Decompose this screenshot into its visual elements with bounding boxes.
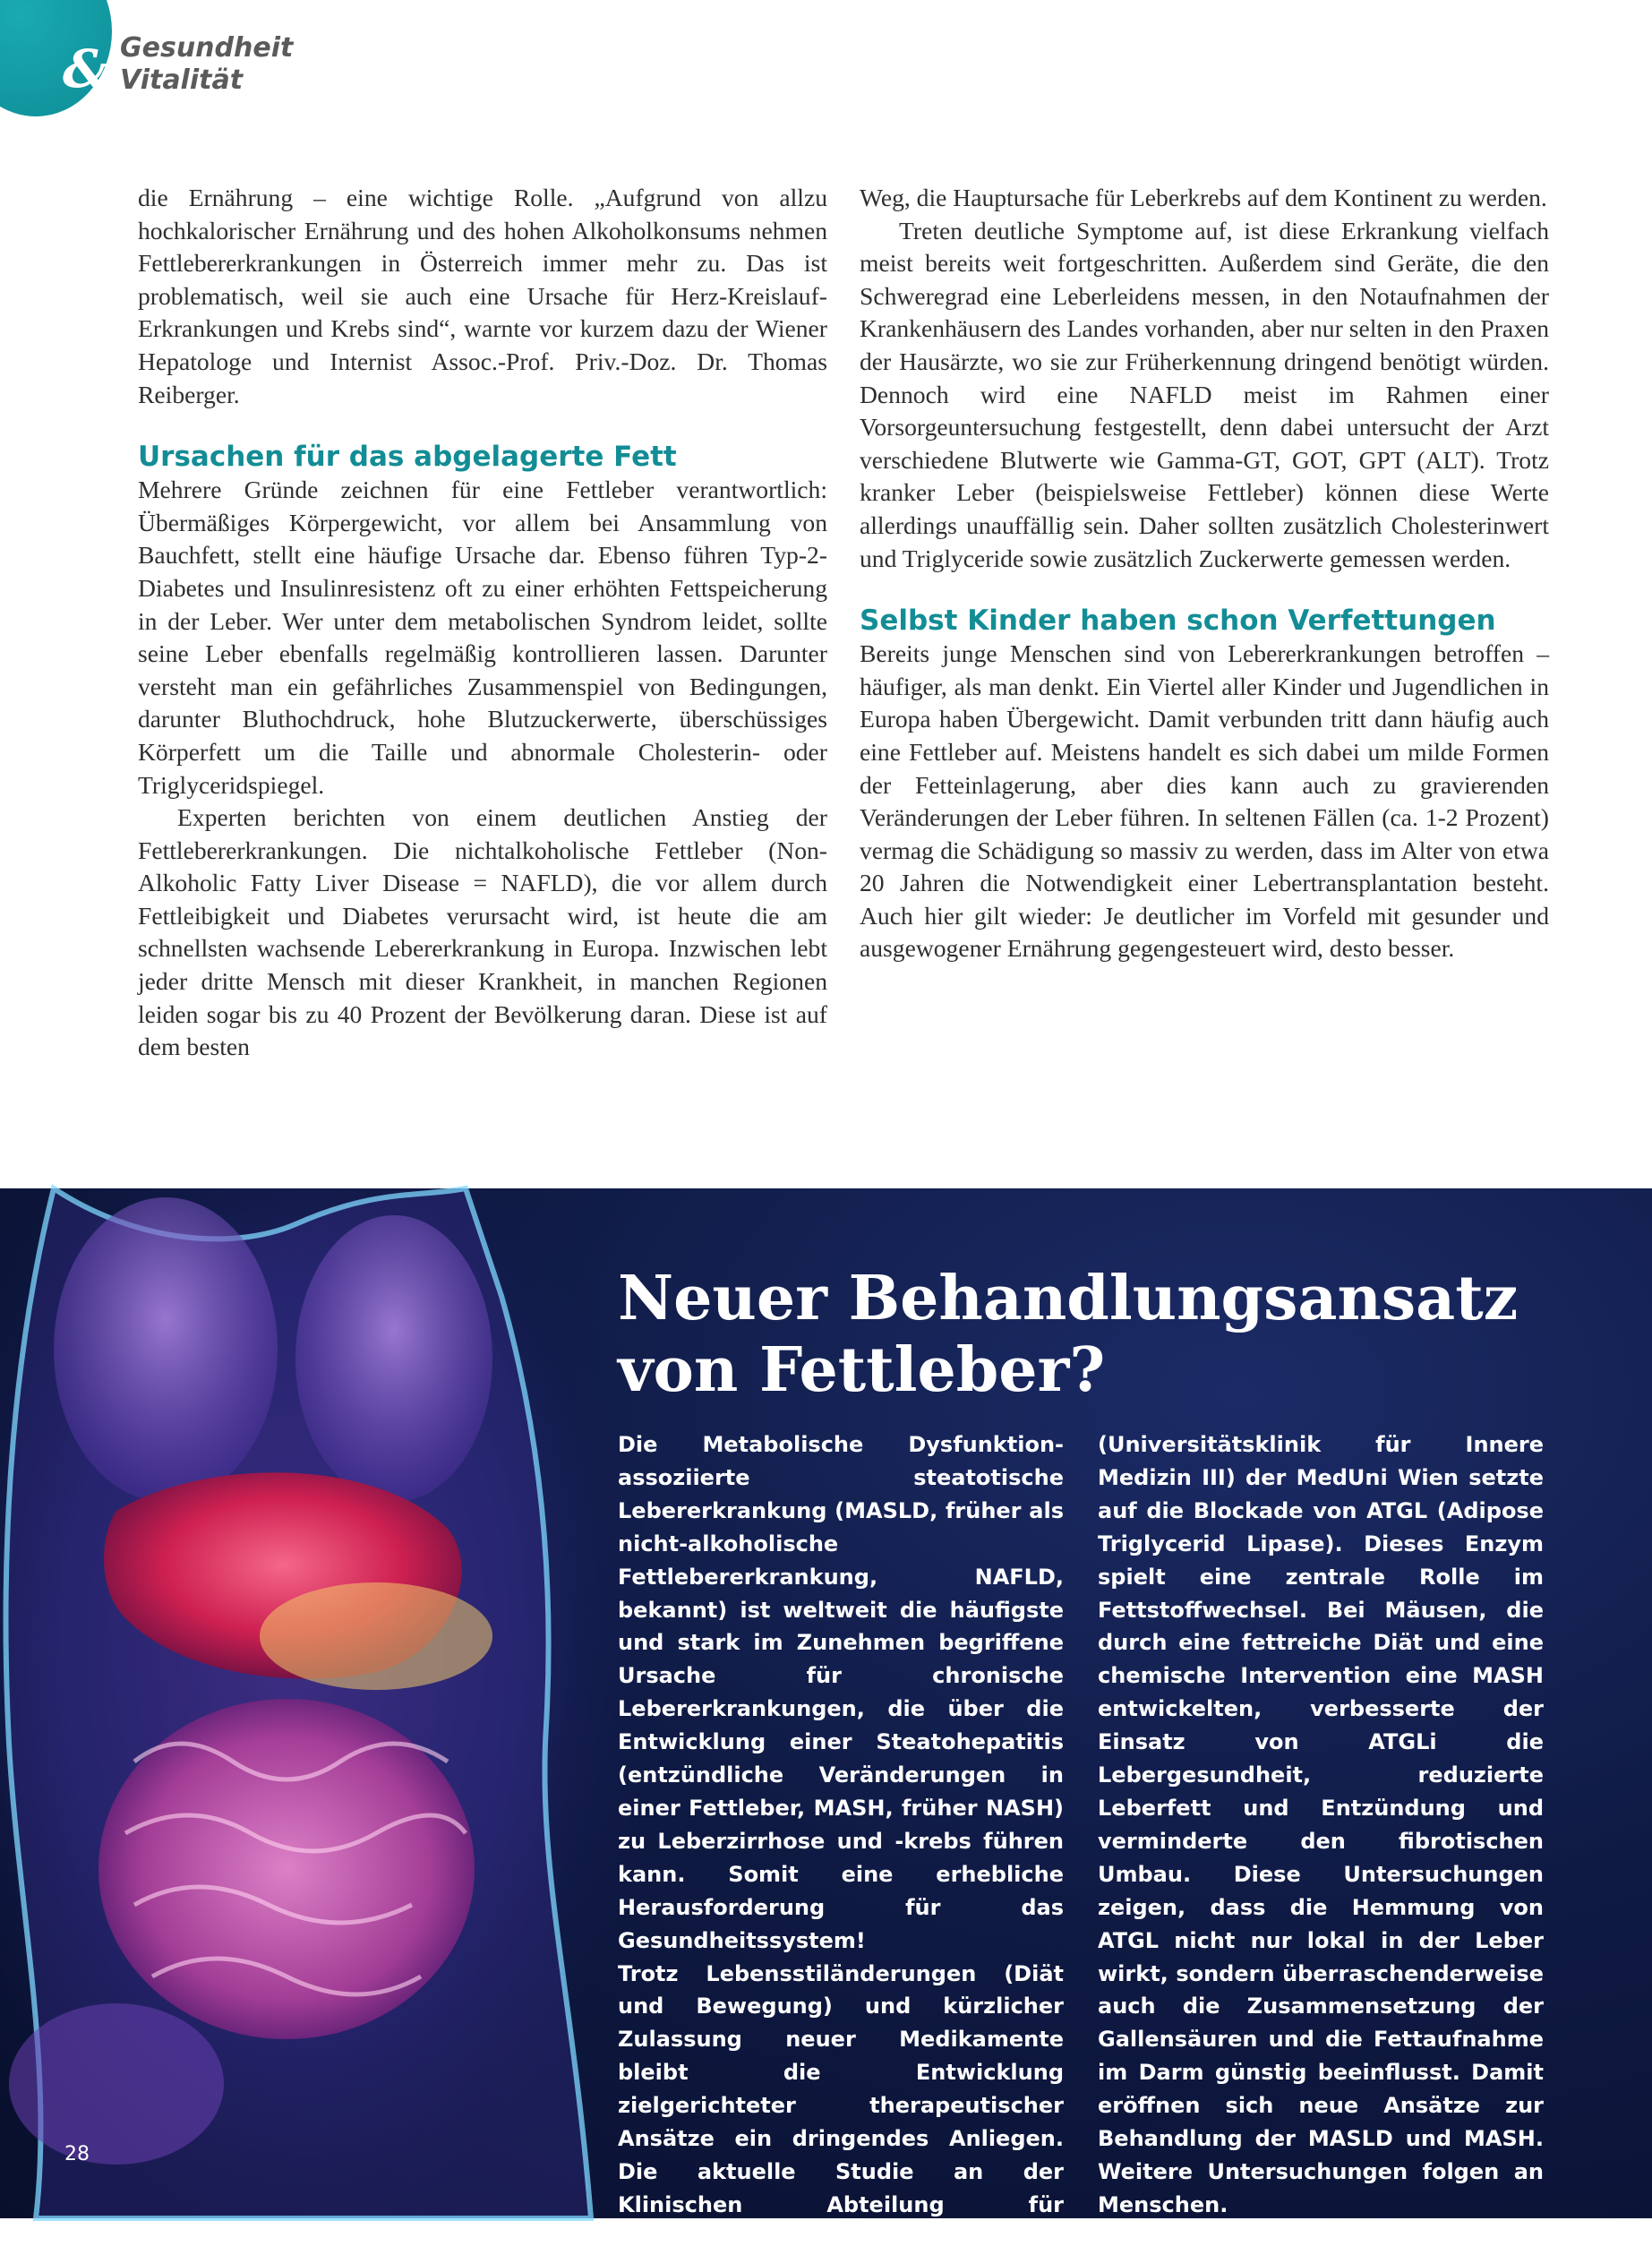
- feature-left-column: [618, 1428, 1064, 2255]
- logo-line-1: Gesundheit: [120, 32, 294, 64]
- right-paragraph-3: Bereits junge Menschen sind von Lebererkrankungen betroffen – häufiger, als man denkt. Ein Viertel aller Kinder und Jugendlichen in Europa haben Übergewicht. Damit verbunden tritt dann häufig auch eine Fettleber auf. Meistens handelt es sich dabei um milde Formen der Fetteinlagerung, aber dies kann auch zu gravierenden Veränderungen der Leber führen. In seltenen Fällen (ca. 1-2 Prozent) vermag die Schädigung so massiv zu werden, dass im Alter von etwa 20 Jahren die Notwendigkeit einer Lebertransplantation besteht. Auch hier gilt wieder: Je deutlicher im Vorfeld mit gesunder und ausgewogener Ernährung gegengesteuert wird, desto besser.: [860, 639, 1549, 963]
- right-column: [860, 182, 1549, 965]
- headline-line-1: Neuer Behandlungsansatz: [618, 1263, 1519, 1334]
- feature-right-column: [1098, 1428, 1544, 2222]
- feature-right-paragraph-1: (Universitätsklinik für Innere Medizin III) der MedUni Wien setzte auf die Blockade von ATGL (Adipose Triglycerid Lipase). Dieses Enzym spielt eine zentrale Rolle im Fettstoffwechsel. Bei Mäusen, die durch eine fettreiche Diät und eine chemische Intervention eine MASH entwickelten, verbesserte der Einsatz von ATGLi die Lebergesundheit, reduzierte Leberfett und Entzündung und verminderte den fibrotischen Umbau. Diese Untersuchungen zeigen, dass die Hemmung von ATGL nicht nur lokal in der Leber wirkt, sondern überraschenderweise auch die Zusammensetzung der Gallensäuren und die Fettaufnahme im Darm günstig beeinflusst. Damit eröffnen sich neue Ansätze zur Behandlung der MASLD und MASH. Weitere Untersuchungen folgen an Menschen.: [1098, 1432, 1544, 2217]
- subheading-children: Selbst Kinder haben schon Verfettungen: [860, 604, 1496, 638]
- left-column: [138, 182, 827, 1064]
- left-paragraph-2: Mehrere Gründe zeichnen für eine Fettleber verantwortlich: Übermäßiges Körpergewicht, vor allem bei Ansammlung von Bauchfett, stellt eine häufige Ursache dar. Ebenso führen Typ-2-Diabetes und Insulinresistenz oft zu einer erhöhten Fettspeicherung in der Leber. Wer unter dem metabolischen Syndrom leidet, sollte seine Leber ebenfalls regelmäßig kontrollieren lassen. Darunter versteht man ein gefährliches Zusammenspiel von Bedingungen, darunter Bluthochdruck, hohe Blutzuckerwerte, überschüssiges Körperfett um die Taille und abnormale Cholesterin- oder Triglyceridspiegel.: [138, 476, 827, 799]
- right-paragraph-2: Treten deutliche Symptome auf, ist diese Erkrankung vielfach meist bereits weit fortgeschritten. Außerdem sind Geräte, die den Schweregrad eine Leberleidens messen, in den Notaufnahmen der Krankenhäusern des Landes vorhanden, aber nur selten in den Praxen der Hausärzte, wo sie zur Früherkennung dringend benötigt würden. Dennoch wird eine NAFLD meist im Rahmen einer Vorsorgeuntersuchung festgestellt, denn dabei untersucht der Arzt verschiedene Blutwerte wie Gamma-GT, GOT, GPT (ALT). Trotz kranker Leber (beispielsweise Fettleber) können diese Werte allerdings unauffällig sein. Daher sollten zusätzlich Cholesterinwert und Triglyceride sowie zusätzlich Zuckerwerte gemessen werden.: [860, 216, 1549, 572]
- feature-left-paragraph-2: Trotz Lebensstiländerungen (Diät und Bewegung) und kürzlicher Zulassung neuer Medikamente bleibt die Entwicklung zielgerichteter therapeutischer Ansätze ein dringendes Anliegen. Die aktuelle Studie an der Klinischen Abteilung für Gastroenterologie und Hepatologie: [618, 1960, 1064, 2251]
- feature-section: [0, 1188, 1652, 2251]
- logo-line-2: Vitalität: [120, 64, 244, 96]
- left-paragraph-3: Experten berichten von einem deutlichen Anstieg der Fettlebererkrankungen. Die nichtalkoholische Fettleber (Non-Alkoholic Fatty Liver Disease = NAFLD), die vor allem durch Fettleibigkeit und Diabetes verursacht wird, ist heute die am schnellsten wachsende Lebererkrankung in Europa. Inzwischen lebt jeder dritte Mensch mit dieser Krankheit, in manchen Regionen leiden sogar bis zu 40 Prozent der Bevölkerung daran. Diese ist auf dem besten: [138, 803, 827, 1061]
- right-paragraph-1: Weg, die Hauptursache für Leberkrebs auf dem Kontinent zu werden.: [860, 184, 1547, 211]
- feature-headline: [618, 1263, 1603, 1406]
- anatomy-illustration: [0, 1188, 645, 2218]
- feature-left-paragraph-1: Die Metabolische Dysfunktion-assoziierte steatotische Lebererkrankung (MASLD, früher als nicht-alkoholische Fettlebererkrankung, NAFLD, bekannt) ist weltweit die häufigste und stark im Zunehmen begriffene Ursache für chronische Lebererkrankungen, die über die Entwicklung einer Steatohepatitis (entzündliche Veränderungen in einer Fettleber, MASH, früher NASH) zu Leberzirrhose und -krebs führen kann. Somit eine erhebliche Herausforderung für das Gesundheitssystem!: [618, 1432, 1064, 1953]
- section-logo: [120, 32, 293, 97]
- logo-ampersand: &: [63, 39, 110, 99]
- page-number: 28: [64, 2143, 90, 2165]
- headline-line-2: von Fettleber?: [618, 1334, 1106, 1406]
- left-paragraph-1: die Ernährung – eine wichtige Rolle. „Aufgrund von allzu hochkalorischer Ernährung und des hohen Alkoholkonsums nehmen Fettlebererkrankungen in Österreich immer mehr zu. Das ist problematisch, weil sie auch eine Ursache für Herz-Kreislauf-Erkrankungen und Krebs sind“, warnte vor kurzem dazu der Wiener Hepatologe und Internist Assoc.-Prof. Priv.-Doz. Dr. Thomas Reiberger.: [138, 184, 827, 408]
- subheading-causes: Ursachen für das abgelagerte Fett: [138, 441, 677, 474]
